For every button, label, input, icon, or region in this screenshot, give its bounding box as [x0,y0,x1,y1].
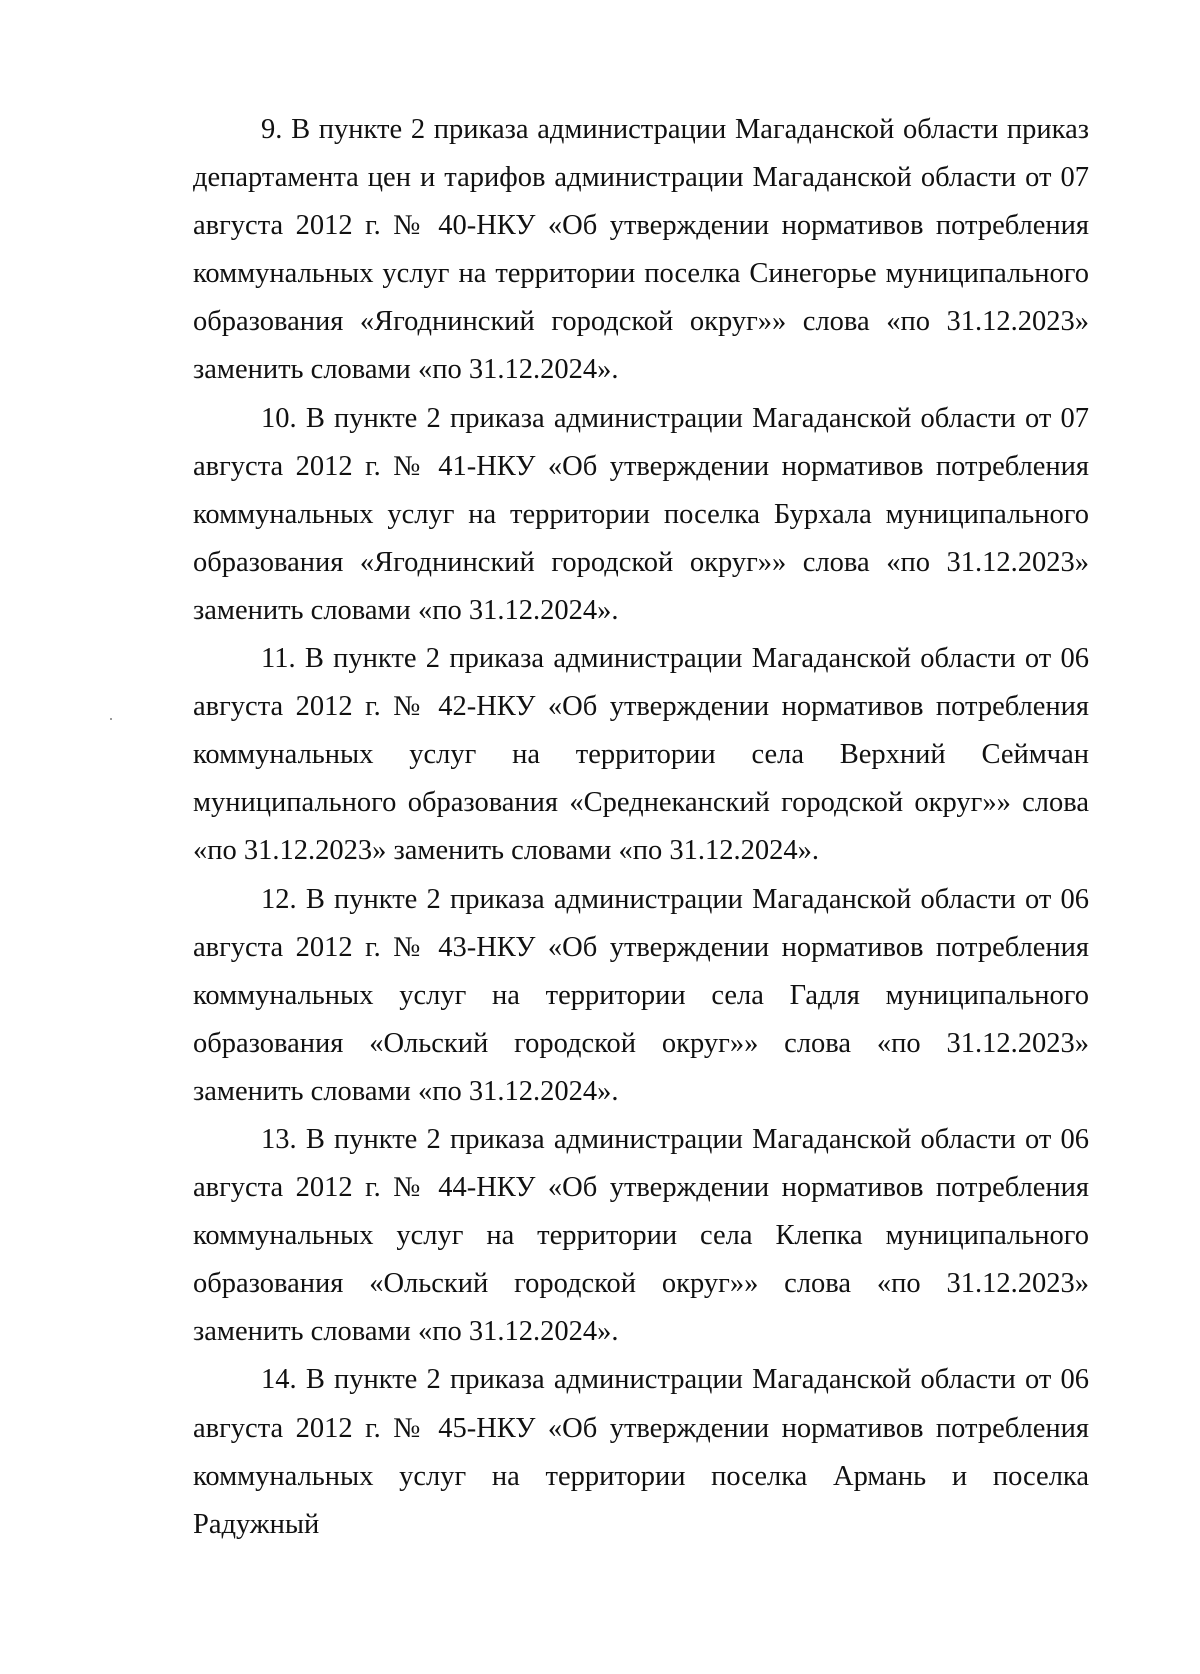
paragraph-number: 9. [261,114,283,145]
paragraph-text: В пункте 2 приказа администрации Магаданской области от 07 августа 2012 г. № 41-НКУ «Об утверждении нормативов потребления коммунальных услуг на территории поселка Бурхала муниципального образования «Ягоднинский городской округ»» слова «по 31.12.2023» заменить словами «по 31.12.2024». [193,402,1090,626]
paragraph-text: В пункте 2 приказа администрации Магаданской области приказ департамента цен и тарифов администрации Магаданской области от 07 августа 2012 г. № 40-НКУ «Об утверждении нормативов потребления коммунальных услуг на территории поселка Синегорье муниципального образования «Ягоднинский городской округ»» слова «по 31.12.2023» заменить словами «по 31.12.2024». [193,114,1089,386]
paragraph-9 [193,106,1089,395]
paragraph-text: В пункте 2 приказа администрации Магаданской области от 06 августа 2012 г. № 43-НКУ «Об утверждении нормативов потребления коммунальных услуг на территории села Гадля муниципального образования «Ольский городской округ»» слова «по 31.12.2023» заменить словами «по 31.12.2024». [193,883,1090,1107]
paragraph-11 [193,635,1089,875]
paragraph-13 [193,1116,1089,1356]
document-body [193,106,1089,1549]
paragraph-number: 10. [261,402,297,434]
paragraph-12 [193,876,1089,1116]
paragraph-number: 13. [261,1123,297,1155]
paragraph-text: В пункте 2 приказа администрации Магаданской области от 06 августа 2012 г. № 42-НКУ «Об утверждении нормативов потребления коммунальных услуг на территории села Верхний Сеймчан муниципального образования «Среднеканский городской округ»» слова «по 31.12.2023» заменить словами «по 31.12.2024». [193,643,1089,867]
paragraph-14 [193,1356,1089,1548]
paragraph-number: 12. [261,883,297,915]
paragraph-text: В пункте 2 приказа администрации Магаданской области от 06 августа 2012 г. № 44-НКУ «Об утверждении нормативов потребления коммунальных услуг на территории села Клепка муниципального образования «Ольский городской округ»» слова «по 31.12.2023» заменить словами «по 31.12.2024». [193,1123,1090,1348]
paragraph-10 [193,395,1089,635]
paragraph-number: 14. [261,1364,297,1396]
scan-mark [110,718,112,720]
paragraph-number: 11. [261,643,296,675]
paragraph-text: В пункте 2 приказа администрации Магаданской области от 06 августа 2012 г. № 45-НКУ «Об утверждении нормативов потребления коммунальных услуг на территории поселка Армань и поселка Радужный [193,1364,1090,1540]
